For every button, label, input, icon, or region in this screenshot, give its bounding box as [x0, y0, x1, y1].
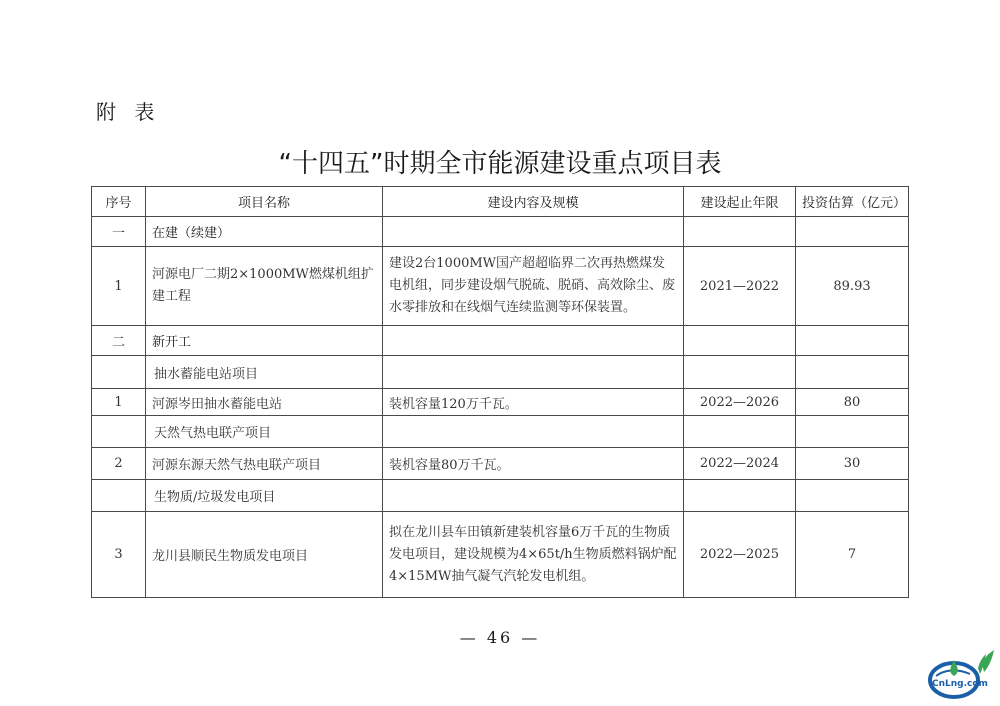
cnlng-logo-watermark [926, 650, 996, 702]
project-period: 2022—2025 [684, 512, 796, 598]
table-row [92, 512, 909, 598]
subcategory-label: 抽水蓄能电站项目 [146, 356, 383, 389]
logo-text: CnLng.com [932, 679, 988, 689]
project-content: 装机容量80万千瓦。 [383, 448, 684, 480]
row-number: 2 [92, 448, 146, 480]
table-row [92, 247, 909, 326]
table-header-row [92, 187, 909, 217]
subcategory-row [92, 480, 909, 512]
project-name: 河源电厂二期2×1000MW燃煤机组扩建工程 [146, 247, 383, 326]
project-name: 河源东源天然气热电联产项目 [146, 448, 383, 480]
header-no: 序号 [92, 187, 146, 217]
section-number: 二 [92, 326, 146, 356]
subcategory-label: 天然气热电联产项目 [146, 416, 383, 448]
projects-table [91, 186, 909, 598]
section-label: 在建（续建） [146, 217, 383, 247]
project-content: 装机容量120万千瓦。 [383, 389, 684, 416]
project-investment: 30 [796, 448, 909, 480]
project-name: 龙川县顺民生物质发电项目 [146, 512, 383, 598]
project-content: 拟在龙川县车田镇新建装机容量6万千瓦的生物质发电项目，建设规模为4×65t/h生物质燃料锅炉配4×15MW抽气凝气汽轮发电机组。 [383, 512, 684, 598]
project-period: 2022—2024 [684, 448, 796, 480]
header-content: 建设内容及规模 [383, 187, 684, 217]
project-investment: 7 [796, 512, 909, 598]
appendix-label: 附 表 [96, 100, 161, 124]
section-label: 新开工 [146, 326, 383, 356]
subcategory-row [92, 356, 909, 389]
project-name: 河源岑田抽水蓄能电站 [146, 389, 383, 416]
section-row [92, 217, 909, 247]
section-row [92, 326, 909, 356]
row-number: 3 [92, 512, 146, 598]
table-row [92, 448, 909, 480]
row-number: 1 [92, 389, 146, 416]
row-number: 1 [92, 247, 146, 326]
page-number: — 46 — [459, 628, 541, 647]
subcategory-row [92, 416, 909, 448]
project-investment: 89.93 [796, 247, 909, 326]
table-row [92, 389, 909, 416]
header-investment: 投资估算（亿元） [796, 187, 909, 217]
project-period: 2022—2026 [684, 389, 796, 416]
section-number: 一 [92, 217, 146, 247]
header-name: 项目名称 [146, 187, 383, 217]
subcategory-label: 生物质/垃圾发电项目 [146, 480, 383, 512]
project-content: 建设2台1000MW国产超超临界二次再热燃煤发电机组，同步建设烟气脱硫、脱硝、高效除尘、废水零排放和在线烟气连续监测等环保装置。 [383, 247, 684, 326]
project-investment: 80 [796, 389, 909, 416]
project-period: 2021—2022 [684, 247, 796, 326]
page-title: “十四五”时期全市能源建设重点项目表 [278, 149, 722, 179]
header-period: 建设起止年限 [684, 187, 796, 217]
